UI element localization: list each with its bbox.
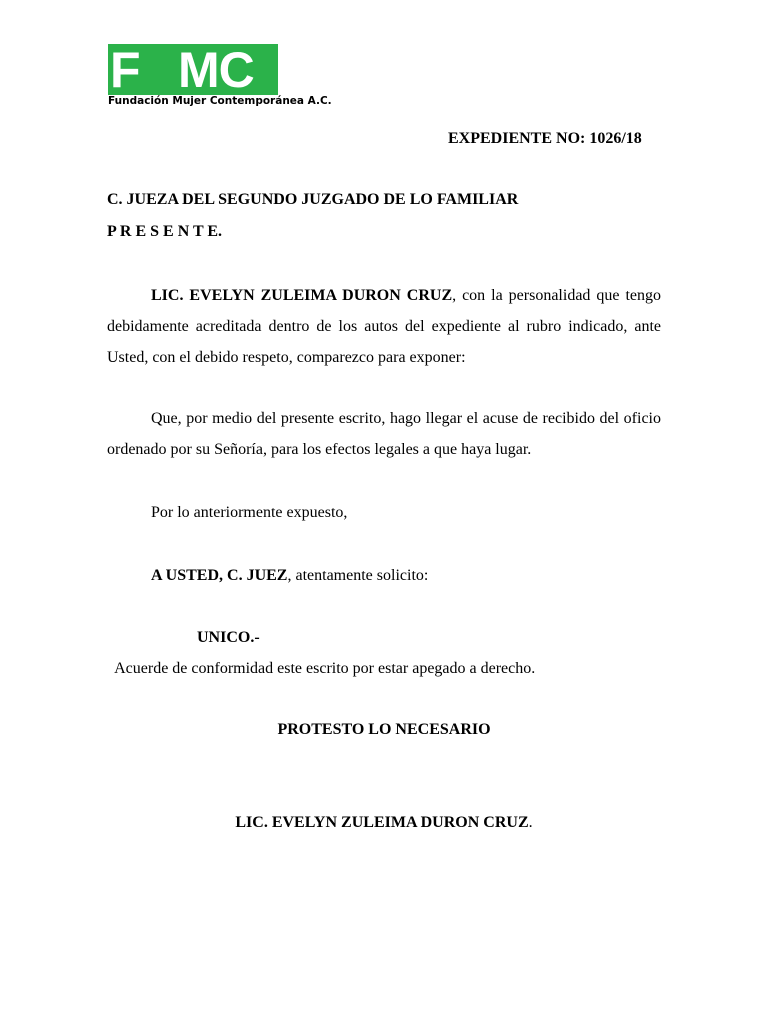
protesto-heading: PROTESTO LO NECESARIO xyxy=(277,721,491,738)
lawyer-name: LIC. EVELYN ZULEIMA DURON CRUZ xyxy=(151,287,453,304)
signature-period: . xyxy=(528,814,533,831)
paragraph-solicito xyxy=(151,566,428,586)
unico-label: UNICO.- xyxy=(197,629,260,646)
solicito-text: , atentamente solicito: xyxy=(287,567,429,584)
recipient-heading: C. JUEZA DEL SEGUNDO JUZGADO DE LO FAMILIAR xyxy=(107,191,519,208)
logo-letters-mc: MC xyxy=(178,44,254,95)
logo-caption: Fundación Mujer Contemporánea A.C. xyxy=(108,95,332,107)
paragraph-unico xyxy=(107,622,661,684)
fmc-logo xyxy=(108,44,278,95)
expediente-number: EXPEDIENTE NO: 1026/18 xyxy=(448,130,642,147)
solicito-bold: A USTED, C. JUEZ xyxy=(151,567,288,584)
paragraph-introduction xyxy=(107,280,661,373)
paragraph-expuesto: Por lo anteriormente expuesto, xyxy=(151,504,348,521)
logo-letter-f: F xyxy=(110,44,141,95)
intro-text: , con la personalidad que tengo debidamente acreditada dentro de los autos del expediente al rubro indicado, ante Usted, con el debido respeto, comparezco para exponer: xyxy=(107,287,661,366)
paragraph-statement xyxy=(107,403,661,465)
signature-block xyxy=(0,814,768,832)
statement-text: Que, por medio del presente escrito, hago llegar el acuse de recibido del oficio ordenado por su Señoría, para los efectos legales a que haya lugar. xyxy=(107,410,661,458)
signature-name: LIC. EVELYN ZULEIMA DURON CRUZ xyxy=(235,814,529,831)
presente-heading: P R E S E N T E. xyxy=(107,223,223,240)
unico-text: Acuerde de conformidad este escrito por estar apegado a derecho. xyxy=(107,660,536,677)
